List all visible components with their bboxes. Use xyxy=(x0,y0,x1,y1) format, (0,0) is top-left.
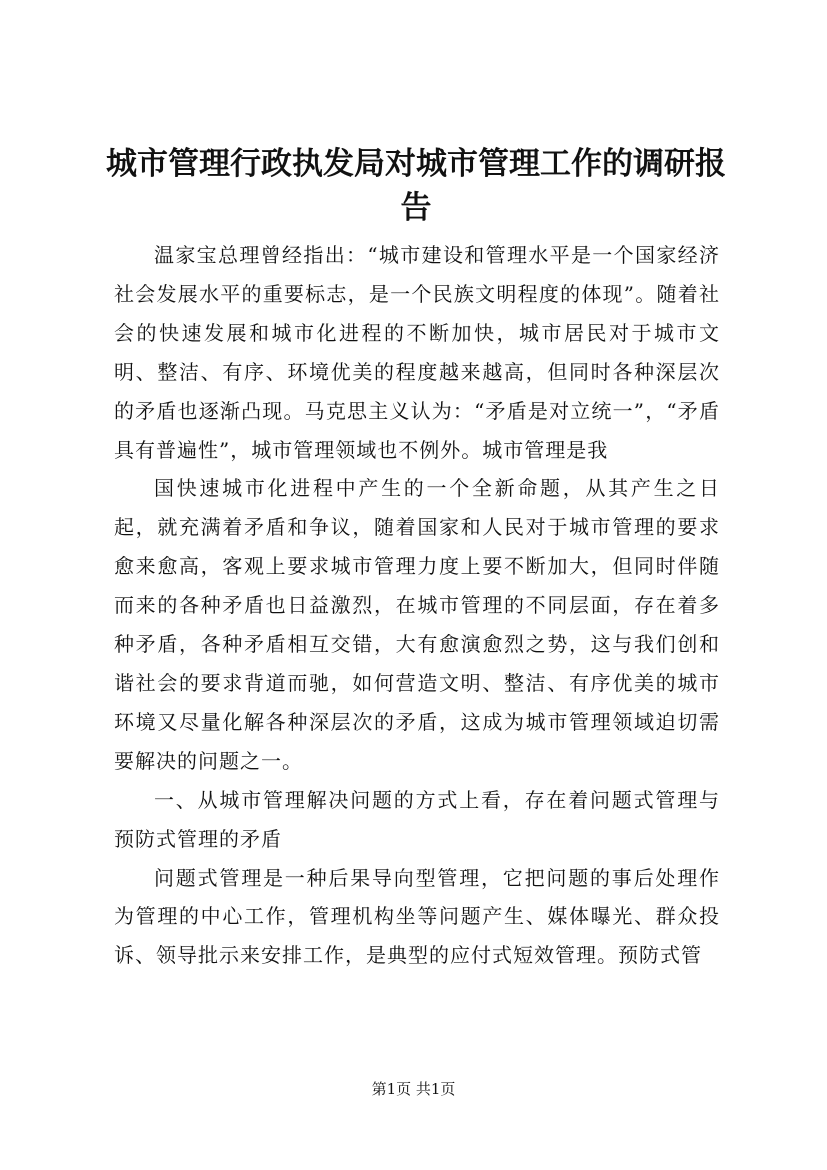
document-title: 城市管理行政执发局对城市管理工作的调研报告 xyxy=(106,146,726,226)
document-body xyxy=(114,236,720,975)
section-heading-1: 一、从城市管理解决问题的方式上看，存在着问题式管理与预防式管理的矛盾 xyxy=(114,787,720,851)
page-footer: 第1页 共1页 xyxy=(371,1080,456,1098)
paragraph-intro: 温家宝总理曾经指出：“城市建设和管理水平是一个国家经济社会发展水平的重要标志，是一个民族文明程度的体现”。随着社会的快速发展和城市化进程的不断加快，城市居民对于城市文明、整洁、有序、环境优美的程度越来越高，但同时各种深层次的矛盾也逐渐凸现。马克思主义认为：“矛盾是对立统一”，“矛盾具有普遍性”，城市管理领域也不例外。城市管理是我 xyxy=(114,243,720,462)
paragraph-continuation: 国快速城市化进程中产生的一个全新命题，从其产生之日起，就充满着矛盾和争议，随着国家和人民对于城市管理的要求愈来愈高，客观上要求城市管理力度上要不断加大，但同时伴随而来的各种矛盾也日益激烈，在城市管理的不同层面，存在着多种矛盾，各种矛盾相互交错，大有愈演愈烈之势，这与我们创和谐社会的要求背道而驰，如何营造文明、整洁、有序优美的城市环境又尽量化解各种深层次的矛盾，这成为城市管理领域迫切需要解决的问题之一。 xyxy=(114,476,720,773)
paragraph-problem-management: 问题式管理是一种后果导向型管理，它把问题的事后处理作为管理的中心工作，管理机构坐等问题产生、媒体曝光、群众投诉、领导批示来安排工作，是典型的应付式短效管理。预防式管 xyxy=(114,865,720,968)
